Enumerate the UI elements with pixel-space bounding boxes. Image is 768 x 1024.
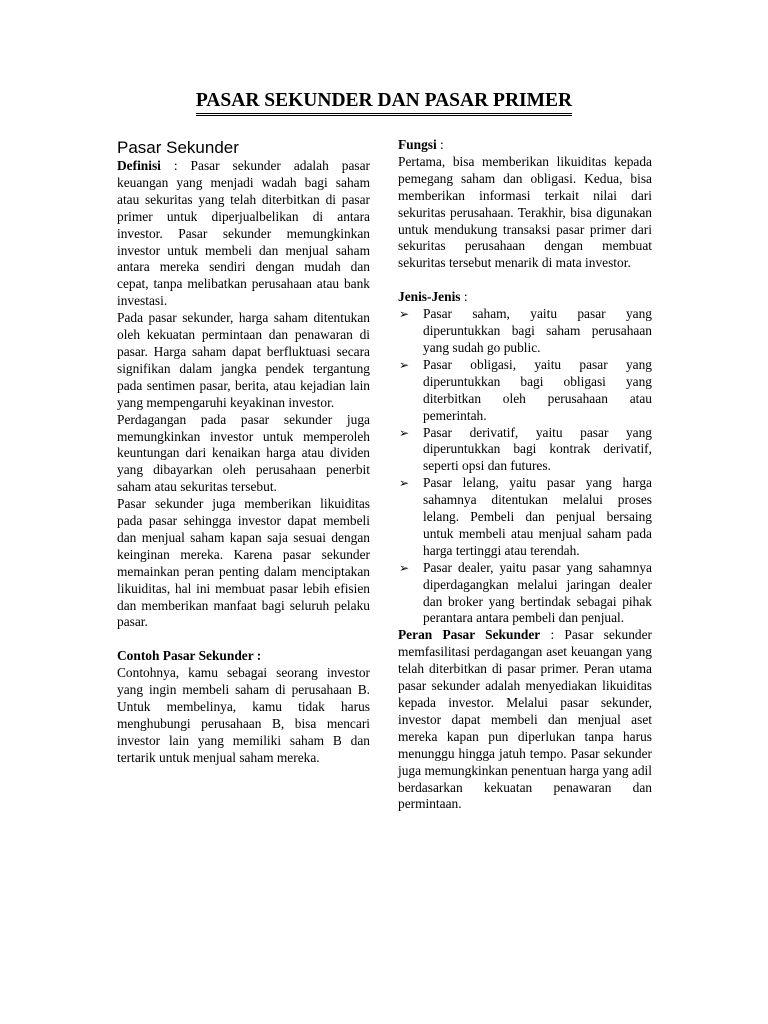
peran-label: Peran Pasar Sekunder (398, 627, 541, 643)
jenis-list (398, 306, 652, 627)
jenis-heading (398, 289, 652, 306)
list-item (398, 560, 652, 628)
list-item-text: Pasar derivatif, yaitu pasar yang diperuntukkan bagi kontrak derivatif, seperti opsi dan futures. (423, 424, 652, 474)
arrowhead-bullet-icon: ➢ (399, 357, 410, 372)
paragraph-likuiditas: Pasar sekunder juga memberikan likuiditas pada pasar sehingga investor dapat membeli dan menjual saham kapan saja sesuai dengan keinginan mereka. Karena pasar sekunder memainkan peran penting dalam menciptakan likuiditas, hal ini membuat pasar lebih efisien dan memberikan manfaat bagi seluruh pelaku pasar. (117, 496, 370, 630)
jenis-colon: : (460, 289, 468, 305)
paragraph-perdagangan: Perdagangan pada pasar sekunder juga memungkinkan investor untuk memperoleh keuntungan dari kenaikan harga atau dividen yang dibayarkan oleh perusahaan penerbit saham atau sekuritas tersebut. (117, 411, 370, 495)
arrowhead-bullet-icon: ➢ (399, 476, 410, 491)
peran-paragraph (398, 627, 652, 813)
spacer (117, 631, 370, 648)
list-item (398, 475, 652, 560)
list-item-text: Pasar obligasi, yaitu pasar yang diperuntukkan bagi obligasi yang diterbitkan oleh perusahaan atau pemerintah. (423, 356, 652, 423)
contoh-paragraph: Contohnya, kamu sebagai seorang investor yang ingin membeli saham di perusahaan B. Untuk membelinya, kamu tidak harus menghubungi perusahaan B, bisa mencari investor lain yang memiliki saham B dan tertarik untuk menjual saham mereka. (117, 665, 370, 765)
definisi-label: Definisi (117, 158, 161, 173)
fungsi-paragraph: Pertama, bisa memberikan likuiditas kepada pemegang saham dan obligasi. Kedua, bisa memberikan informasi terkait nilai dari sekuritas perusahaan. Terakhir, bisa digunakan untuk mendukung transaksi pasar primer dari sekuritas perusahaan dengan membuat sekuritas tersebut menarik di mata investor. (398, 153, 652, 271)
definisi-text: : Pasar sekunder adalah pasar keuangan yang menjadi wadah bagi saham atau sekuritas yang telah diterbitkan di pasar primer untuk diperjualbelikan di antara investor. Pasar sekunder memungkinkan investor untuk membeli dan menjual saham antara mereka sendiri dengan mudah dan cepat, tanpa melibatkan perusahaan atau bank investasi. (117, 158, 370, 309)
fungsi-heading (398, 137, 652, 154)
document-title (0, 90, 768, 116)
document-title-text: PASAR SEKUNDER DAN PASAR PRIMER (196, 90, 572, 116)
arrowhead-bullet-icon: ➢ (399, 307, 410, 322)
left-column (117, 138, 370, 767)
list-item-text: Pasar dealer, yaitu pasar yang sahamnya diperdagangkan melalui jaringan dealer dan broker yang bertindak sebagai pihak perantara antara pembeli dan penjual. (423, 559, 652, 626)
list-item (398, 306, 652, 357)
right-column (398, 137, 652, 813)
arrowhead-bullet-icon: ➢ (399, 425, 410, 440)
list-item-text: Pasar saham, yaitu pasar yang diperuntukkan bagi saham perusahaan yang sudah go public. (423, 306, 652, 355)
arrowhead-bullet-icon: ➢ (399, 560, 410, 575)
fungsi-label: Fungsi (398, 137, 437, 152)
jenis-label: Jenis-Jenis (398, 289, 461, 305)
spacer (398, 272, 652, 289)
section-heading-pasar-sekunder: Pasar Sekunder (117, 138, 239, 157)
list-item (398, 425, 652, 476)
peran-text: : Pasar sekunder memfasilitasi perdagangan aset keuangan yang telah diterbitkan di pasar primer. Peran utama pasar sekunder adalah menyediakan likuiditas kepada investor. Melalui pasar sekunder, investor dapat membeli dan menjual aset mereka kapan pun diperlukan tanpa harus menunggu hingga jatuh tempo. Pasar sekunder juga memungkinkan penentuan harga yang adil berdasarkan kekuatan penawaran dan permintaan. (398, 627, 652, 812)
definisi-paragraph (117, 158, 370, 310)
paragraph-harga-saham: Pada pasar sekunder, harga saham ditentukan oleh kekuatan permintaan dan penawaran di pasar. Harga saham dapat berfluktuasi secara signifikan dalam jangka pendek tergantung pada sentimen pasar, berita, atau kejadian lain yang mempengaruhi keyakinan investor. (117, 310, 370, 410)
list-item-text: Pasar lelang, yaitu pasar yang harga sahamnya ditentukan melalui proses lelang. Pembeli dan penjual bersaing untuk membeli atau menjual saham pada harga tertinggi atau terendah. (423, 475, 652, 558)
fungsi-colon: : (436, 137, 444, 152)
contoh-heading: Contoh Pasar Sekunder : (117, 648, 262, 664)
list-item (398, 357, 652, 425)
